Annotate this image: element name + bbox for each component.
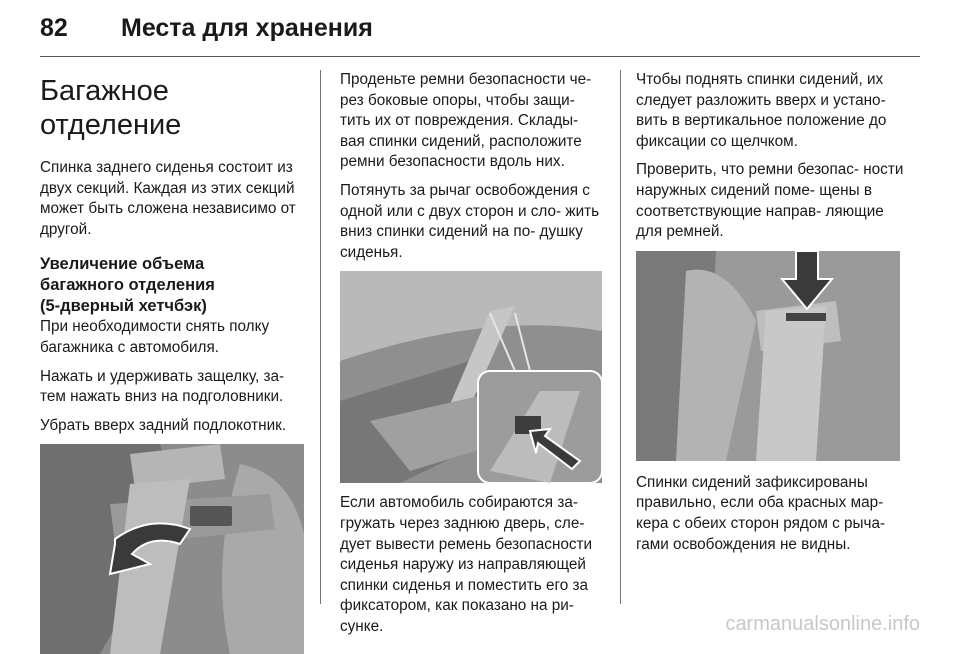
paragraph-belt-retainer: Если автомобиль собираются за- гружать через заднюю дверь, сле- дует вывести ремень безопасности сиденья наружу из направляющей спинки сиденья и поместить его за фиксатором, как показано на ри- сунке. [340, 494, 593, 635]
paragraph-raise-seatback: Чтобы поднять спинки сидений, их следует разложить вверх и устано- вить в вертикальное положение до фиксации со щелчком. [636, 71, 887, 150]
column-3 [636, 70, 906, 563]
running-title: Места для хранения [121, 14, 373, 42]
footer-watermark: carmanualsonline.info [725, 613, 920, 635]
figure-seatback-locked [636, 251, 900, 461]
paragraph-locked-correctly: Спинки сидений зафиксированы правильно, если оба красных мар- кера с обеих сторон рядом с рыча- гами освобождения не видны. [636, 473, 886, 553]
column-divider-2 [620, 70, 621, 604]
subsection-title-line-2: багажного отделения [40, 276, 215, 295]
column-divider-1 [320, 70, 321, 604]
column-1 [40, 70, 308, 654]
figure-headrest-latch [40, 444, 304, 654]
figure-seatback-fold [340, 271, 602, 483]
header-rule [40, 56, 920, 57]
intro-paragraph: Спинка заднего сиденья состоит из двух секций. Каждая из этих секций может быть сложена независимо от другой. [40, 159, 296, 238]
paragraph-remove-shelf: При необходимости снять полку багажника с автомобиля. [40, 318, 270, 356]
paragraph-belt-guides: Проденьте ремни безопасности че- рез боковые опоры, чтобы защи- тить их от повреждения. Склады- вая спинки сидений, расположите ремни безопасности вдоль них. [340, 71, 592, 171]
paragraph-armrest: Убрать вверх задний подлокотник. [40, 416, 287, 434]
paragraph-check-belts: Проверить, что ремни безопас- ности наружных сидений поме- щены в соответствующие направ- ляющие для ремней. [636, 161, 904, 241]
page-number: 82 [40, 14, 68, 42]
section-title: Багажное отделение [40, 75, 182, 141]
page-header [40, 14, 920, 54]
paragraph-release-lever: Потянуть за рычаг освобождения с одной или с двух сторон и сло- жить вниз спинки сидений на по- душку сиденья. [340, 181, 600, 261]
column-2 [340, 70, 605, 646]
subsection-title-line-3: (5-дверный хетчбэк) [40, 297, 207, 316]
subsection-title-line-1: Увеличение объема [40, 255, 205, 274]
paragraph-press-latch: Нажать и удерживать защелку, за- тем нажать вниз на подголовники. [40, 367, 285, 406]
